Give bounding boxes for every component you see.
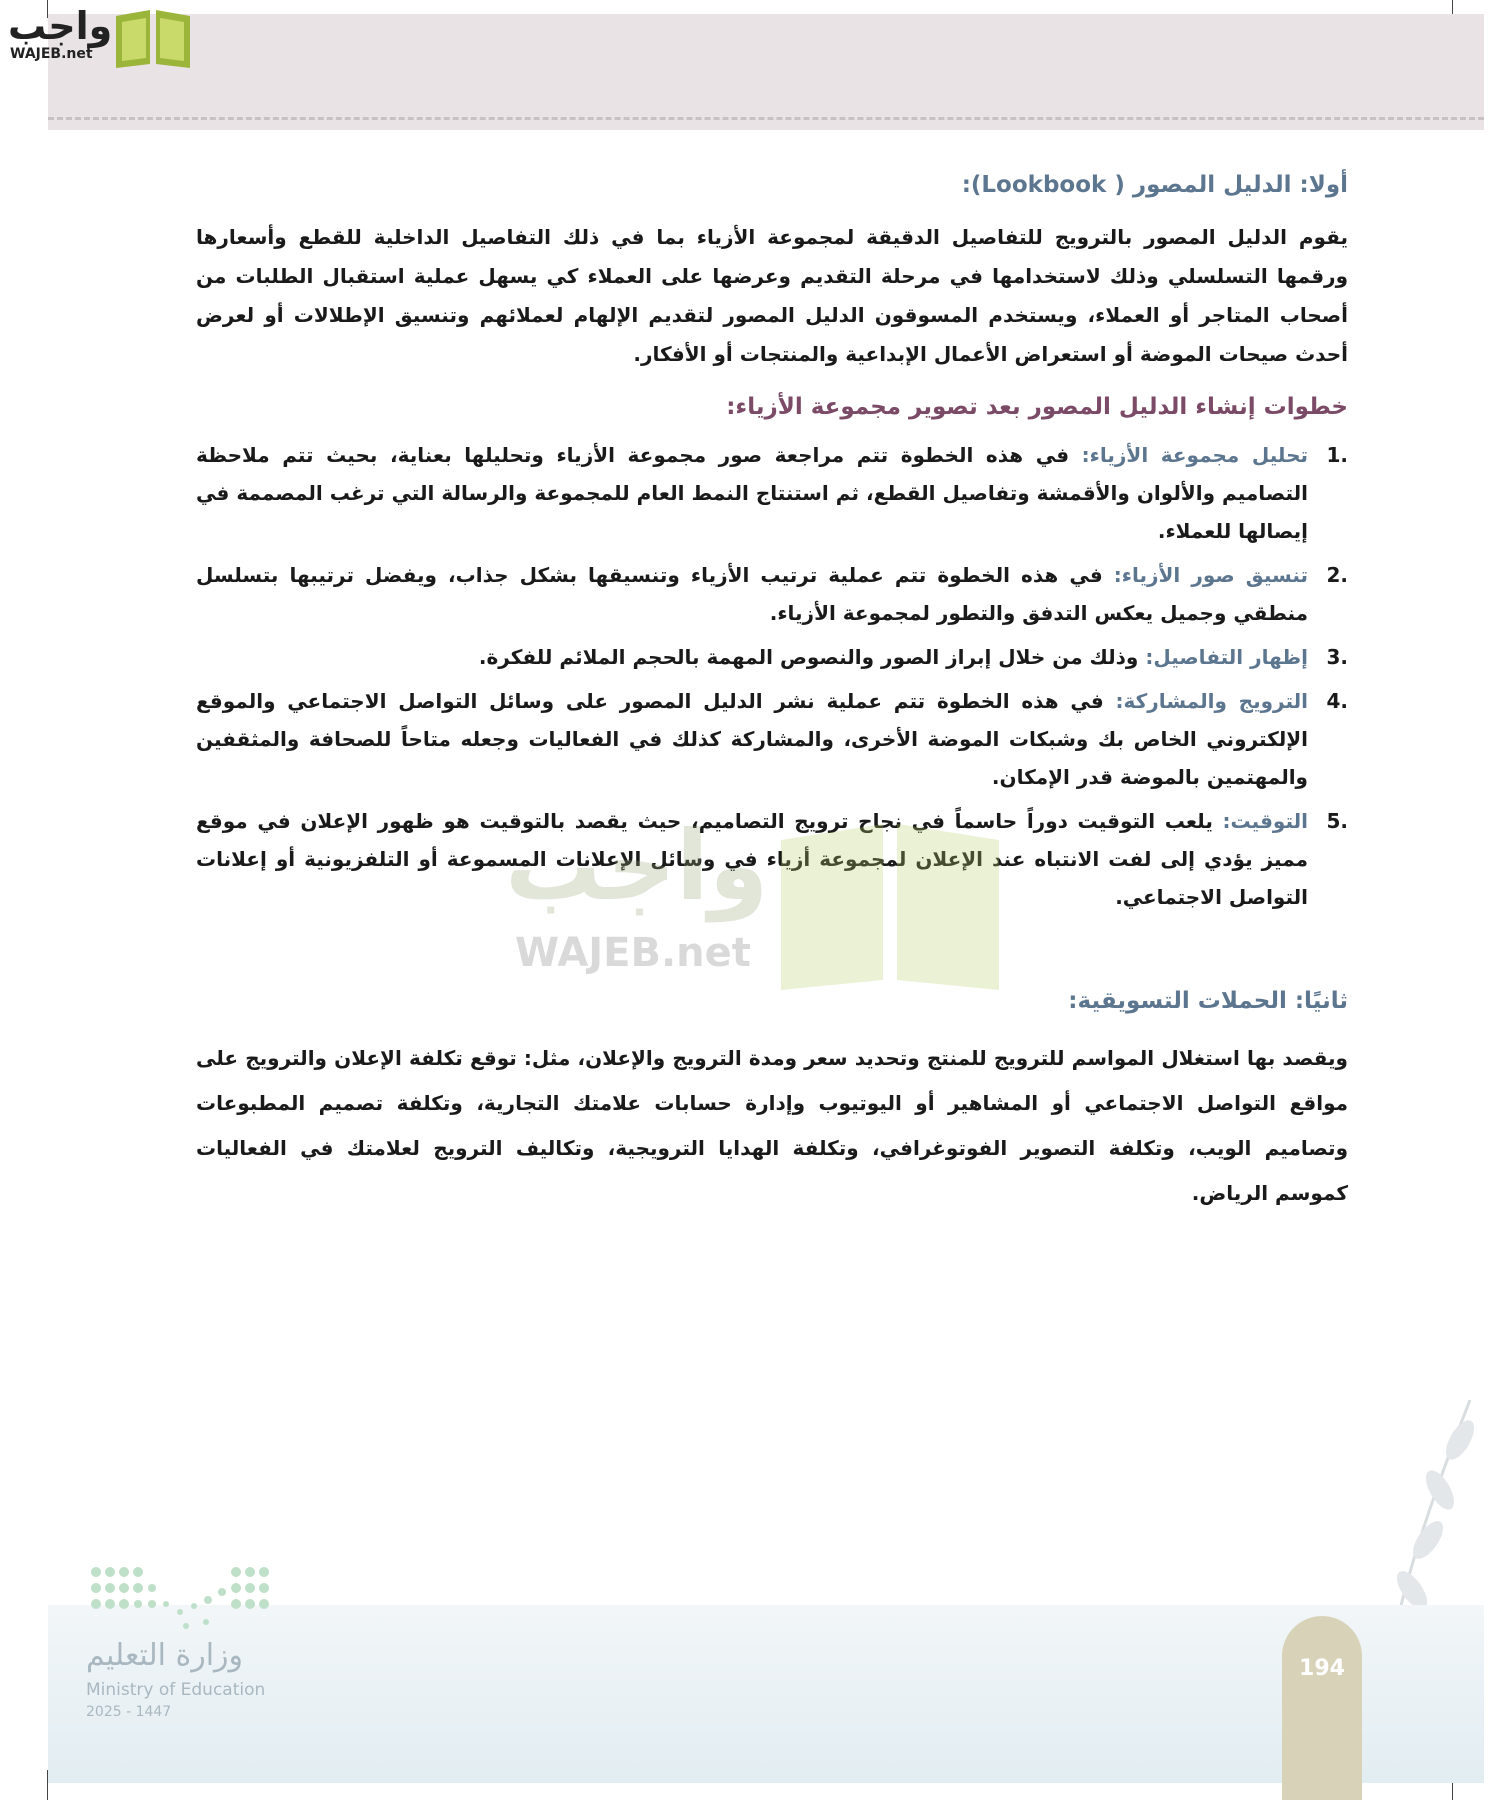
- step-text: في هذه الخطوة تتم عملية ترتيب الأزياء وتنسيقها بشكل جذاب، ويفضل ترتيبها بتسلسل منطقي وجميل يعكس التدفق والتطور لمجموعة الأزياء.: [196, 563, 1308, 625]
- ministry-dots-icon: [86, 1562, 276, 1632]
- page-number: 194: [1299, 1656, 1345, 1681]
- step-term: تحليل مجموعة الأزياء:: [1081, 443, 1309, 467]
- steps-heading: خطوات إنشاء الدليل المصور بعد تصوير مجموعة الأزياء:: [726, 394, 1348, 420]
- page-number-tab: [1282, 1616, 1362, 1800]
- ministry-year: 2025 - 1447: [86, 1704, 172, 1720]
- ministry-logo: [86, 1562, 286, 1722]
- step-text: في هذه الخطوة تتم عملية نشر الدليل المصور على وسائل التواصل الاجتماعي والموقع الإلكتروني الخاص بك وشبكات الموضة الأخرى، والمشاركة كذلك في الفعاليات وجعله متاحاً للصحافة والمثقفين والمهتمين بالموضة قدر الإمكان.: [196, 689, 1308, 789]
- section2-paragraph: ويقصد بها استغلال المواسم للترويج للمنتج وتحديد سعر ومدة الترويج والإعلان، مثل: توقع تكلفة الإعلان والترويج على مواقع التواصل الاجتماعي أو المشاهير أو اليوتيوب وإدارة حسابات علامتك التجارية، وتكلفة تصميم المطبوعات وتصاميم الويب، وتكلفة التصوير الفوتوغرافي، وتكلفة الهدايا الترويجية، وتكاليف الترويج لعلامتك في الفعاليات كموسم الرياض.: [196, 1046, 1348, 1205]
- step-number: 4.: [1326, 689, 1348, 713]
- wajeb-watermark: [505, 810, 1005, 1010]
- step-term: إظهار التفاصيل:: [1145, 645, 1308, 669]
- header-dashed-divider: [48, 117, 1484, 120]
- step-number: 1.: [1326, 443, 1348, 467]
- ministry-name-en: Ministry of Education: [86, 1680, 266, 1700]
- wajeb-logo[interactable]: [8, 4, 192, 70]
- step-term: تنسيق صور الأزياء:: [1113, 563, 1309, 587]
- step-term: التوقيت:: [1222, 809, 1308, 833]
- step-number: 5.: [1326, 809, 1348, 833]
- list-item: [196, 556, 1348, 632]
- list-item: [196, 682, 1348, 796]
- ministry-name-ar: وزارة التعليم: [86, 1638, 244, 1673]
- list-item: [196, 436, 1348, 550]
- step-number: 2.: [1326, 563, 1348, 587]
- logo-text-en: WAJEB.net: [10, 46, 93, 62]
- watermark-text-ar: واجب: [505, 810, 769, 922]
- list-item: [196, 638, 1348, 676]
- step-text: وذلك من خلال إبراز الصور والنصوص المهمة بالحجم الملائم للفكرة.: [478, 645, 1146, 669]
- section1-paragraph: يقوم الدليل المصور بالترويج للتفاصيل الدقيقة لمجموعة الأزياء بما في ذلك التفاصيل الداخلية للقطع وأسعارها ورقمها التسلسلي وذلك لاستخدامها في مرحلة التقديم وعرضها على العملاء كي يسهل عملية استقبال الطلبات من أصحاب المتاجر أو العملاء، ويستخدم المسوقون الدليل المصور لتقديم الإلهام لعملائهم وتنسيق الإطلالات أو لعرض أحدث صيحات الموضة أو استعراض الأعمال الإبداعية والمنتجات أو الأفكار.: [196, 225, 1348, 366]
- step-term: الترويج والمشاركة:: [1115, 689, 1308, 713]
- book-icon: [112, 6, 194, 68]
- section1-heading: أولا: الدليل المصور ( Lookbook):: [961, 172, 1348, 198]
- step-number: 3.: [1326, 645, 1348, 669]
- watermark-book-icon: [775, 820, 1005, 990]
- section2-heading: ثانيًا: الحملات التسويقية:: [1068, 988, 1348, 1014]
- step-text: في هذه الخطوة تتم مراجعة صور مجموعة الأزياء وتحليلها بعناية، بحيث تتم ملاحظة التصاميم والألوان والأقمشة وتفاصيل القطع، ثم استنتاج النمط العام للمجموعة والرسالة التي ترغب المصممة في إيصالها للعملاء.: [196, 443, 1308, 543]
- header-band: [48, 14, 1484, 130]
- logo-text-ar: واجب: [8, 4, 113, 48]
- step-text: يلعب التوقيت دوراً حاسماً في نجاح ترويج التصاميم، حيث يقصد بالتوقيت هو ظهور الإعلان في موقع مميز يؤدي إلى لفت الانتباه عند الإعلان لمجموعة أزياء في وسائل الإعلانات المسموعة أو التلفزيونية أو إعلانات التواصل الاجتماعي.: [196, 809, 1308, 909]
- watermark-text-en: WAJEB.net: [515, 930, 751, 976]
